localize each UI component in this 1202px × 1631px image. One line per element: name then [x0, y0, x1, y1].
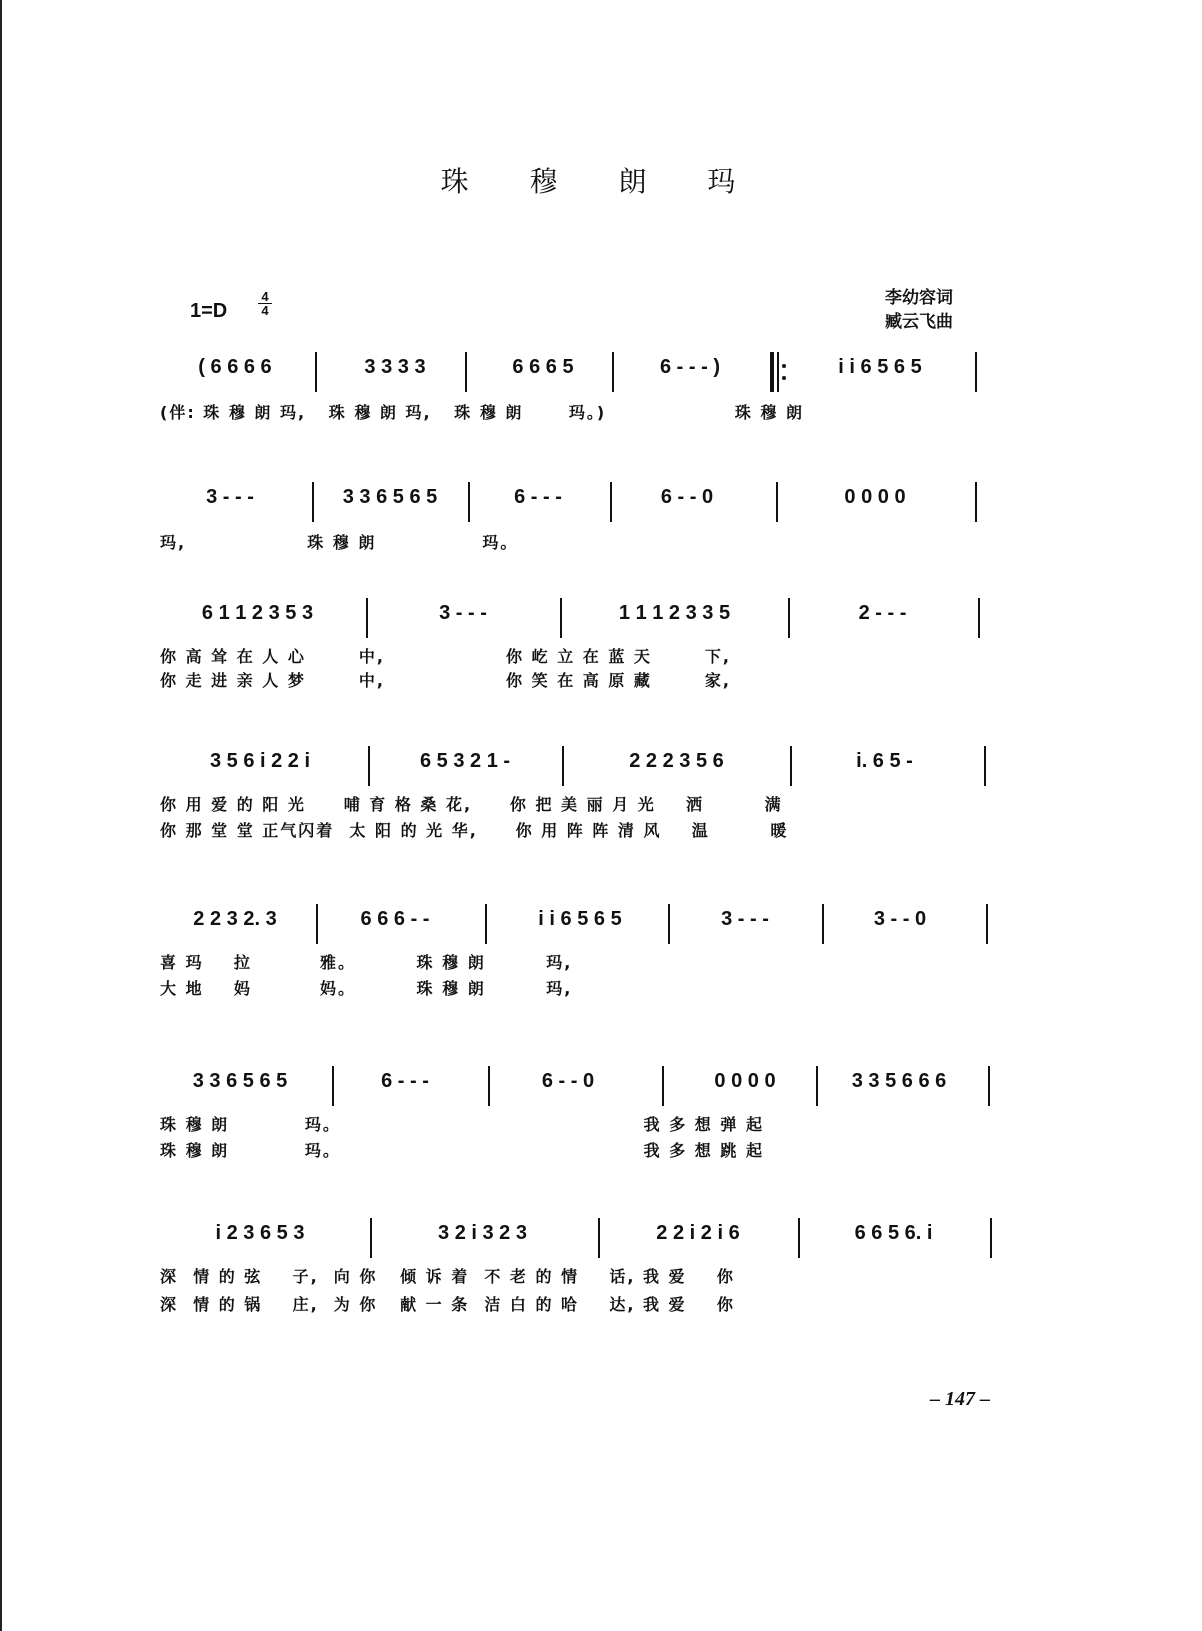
staff-system-3: [160, 598, 1020, 640]
key-signature: 1=D: [190, 300, 228, 322]
measure: 6 - - 0: [541, 1070, 595, 1092]
measure: 3 3 5 6 6 6: [851, 1070, 947, 1092]
time-signature-bottom: 4: [261, 303, 269, 318]
measure: 2 2 2 3 5 6: [629, 750, 724, 772]
lyric-line: 深 情 的 锅 庄, 为 你 献 一 条 洁 白 的 哈 达, 我 爱 你: [160, 1295, 735, 1314]
staff-system-5: [160, 904, 1020, 946]
page-edge: [0, 0, 2, 1631]
measure: 6 6 6 - -: [360, 908, 430, 930]
measure: 3 3 6 5 6 5: [192, 1070, 288, 1092]
lyricist: 李幼容词: [885, 288, 953, 308]
measure: i. 6 5 -: [856, 750, 913, 772]
page-number: – 147 –: [930, 1388, 990, 1410]
measure: i i 6 5 6 5: [538, 908, 622, 930]
measure: 1 1 1 2 3 3 5: [618, 602, 731, 624]
staff-system-6: [160, 1066, 1020, 1108]
lyric-line: (伴: 珠 穆 朗 玛, 珠 穆 朗 玛, 珠 穆 朗 玛。) 珠 穆 朗: [160, 403, 804, 422]
lyric-line: 大 地 妈 妈。 珠 穆 朗 玛,: [160, 979, 573, 998]
staff-system-1: [160, 352, 1020, 394]
measure: 6 1 1 2 3 5 3: [201, 602, 314, 624]
measure: 3 2 i 3 2 3: [438, 1222, 527, 1244]
measure: 0 0 0 0: [714, 1070, 776, 1092]
lyric-line: 珠 穆 朗 玛。 我 多 想 跳 起: [160, 1141, 764, 1160]
lyric-line: 你 高 耸 在 人 心 中, 你 屹 立 在 蓝 天 下,: [160, 647, 731, 666]
measure: 3 - - -: [206, 486, 254, 508]
measure: 6 6 6 5: [512, 356, 574, 378]
measure: 3 5 6 i 2 2 i: [209, 750, 311, 772]
staff-system-7: [160, 1218, 1020, 1260]
measure: 6 - - -: [381, 1070, 429, 1092]
measure: ( 6 6 6 6: [198, 356, 272, 378]
measure: 2 - - -: [858, 602, 907, 624]
repeat-start-sign: [770, 352, 788, 392]
measure: 3 - - -: [721, 908, 769, 930]
measure: 3 - - 0: [873, 908, 927, 930]
lyric-line: 你 走 进 亲 人 梦 中, 你 笑 在 高 原 藏 家,: [160, 671, 731, 690]
measure: 2 2 3 2. 3: [193, 908, 277, 930]
lyric-line: 深 情 的 弦 子, 向 你 倾 诉 着 不 老 的 情 话, 我 爱 你: [160, 1267, 735, 1286]
song-title: 珠 穆 朗 玛: [440, 165, 762, 198]
measure: 6 6 5 6. i: [854, 1222, 933, 1244]
time-signature: [258, 290, 272, 317]
measure: 3 3 6 5 6 5: [342, 486, 438, 508]
lyric-line: 玛, 珠 穆 朗 玛。: [160, 533, 519, 552]
measure: 3 - - -: [439, 602, 487, 624]
credits: [885, 286, 953, 334]
staff-system-2: [160, 482, 1020, 524]
lyric-line: 珠 穆 朗 玛。 我 多 想 弹 起: [160, 1115, 764, 1134]
measure: 6 - - -: [514, 486, 562, 508]
measure: i i 6 5 6 5: [838, 356, 922, 378]
lyric-line: 你 用 爱 的 阳 光 哺 育 格 桑 花, 你 把 美 丽 月 光 洒 满: [160, 795, 783, 814]
measure: 6 - - - ): [660, 356, 720, 378]
time-signature-top: 4: [261, 289, 269, 304]
measure: 3 3 3 3: [364, 356, 426, 378]
measure: 2 2 i 2 i 6: [656, 1222, 740, 1244]
measure: i 2 3 6 5 3: [215, 1222, 305, 1244]
composer: 臧云飞曲: [885, 312, 953, 332]
lyric-line: 喜 玛 拉 雅。 珠 穆 朗 玛,: [160, 953, 573, 972]
measure: 0 0 0 0: [844, 486, 906, 508]
staff-system-4: [160, 746, 1020, 788]
lyric-line: 你 那 堂 堂 正气闪着 太 阳 的 光 华, 你 用 阵 阵 清 风 温 暖: [160, 821, 789, 840]
measure: 6 - - 0: [660, 486, 714, 508]
measure: 6 5 3 2 1 -: [419, 750, 511, 772]
